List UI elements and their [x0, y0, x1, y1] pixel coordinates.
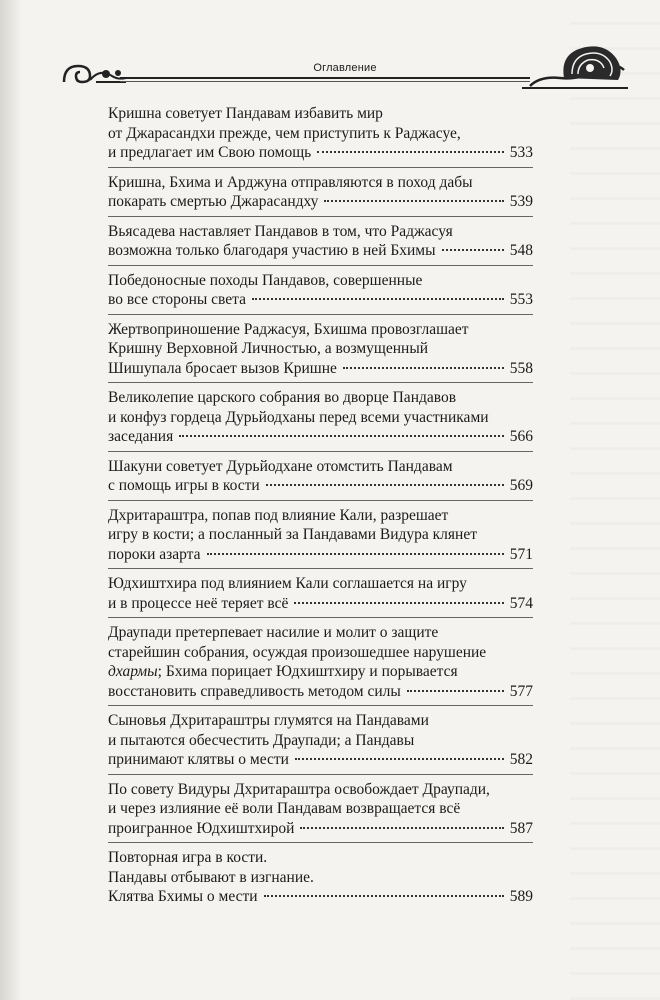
entry-last-line: [108, 545, 533, 565]
entry-last-line: [108, 476, 533, 496]
toc-entry[interactable]: [108, 705, 533, 774]
entry-line: Драупади претерпевает насилие и молит о защите: [108, 624, 439, 641]
leader-dots: [324, 200, 503, 202]
page-title: Оглавление: [305, 62, 384, 74]
entry-line: Великолепие царского собрания во дворце Пандавов: [108, 389, 457, 406]
leader-dots: [207, 553, 504, 555]
entry-line: Жертвоприношение Раджасуя, Бхишма провозглашает: [108, 320, 469, 338]
entry-line: Кришна советует Пандавам избавить мир: [108, 105, 383, 122]
leader-dots: [317, 151, 504, 153]
entry-line: и пытаются обесчестить Драупади; а Пандавы: [108, 731, 415, 749]
entry-line: заседания: [108, 428, 174, 445]
entry-last-line: [108, 359, 533, 379]
entry-last-line: [108, 427, 533, 447]
leader-dots: [343, 367, 504, 369]
entry-line: покарать смертью Джарасандху: [108, 193, 319, 210]
toc-entry[interactable]: [108, 314, 533, 383]
toc-entry[interactable]: [108, 98, 533, 167]
entry-line: Юдхиштхира под влиянием Кали соглашается на игру: [108, 575, 467, 592]
page-number: 566: [509, 428, 533, 445]
toc-entry[interactable]: [108, 500, 533, 569]
entry-last-line: [108, 594, 533, 614]
entry-line: старейшин собрания, осуждая произошедшее нарушение: [108, 643, 487, 661]
page-gutter-shadow: [0, 0, 22, 1000]
toc-entry[interactable]: [108, 617, 533, 705]
toc-entry[interactable]: [108, 451, 533, 500]
entry-line: возможна только благодаря участию в ней Бхимы: [108, 242, 436, 259]
table-of-contents: [108, 98, 533, 911]
page-number: 569: [509, 477, 533, 494]
entry-line: [108, 662, 533, 682]
entry-last-line: [108, 887, 533, 907]
italic-term: дхармы: [108, 663, 158, 680]
entry-line: пороки азарта: [108, 545, 201, 563]
entry-line: во все стороны света: [108, 291, 247, 308]
entry-line: и в процессе неё теряет всё: [108, 594, 289, 612]
leader-dots: [252, 298, 504, 300]
entry-line: проигранное Юдхиштхирой: [108, 819, 295, 837]
entry-line: игру в кости; а посланный за Пандавами Видура клянет: [108, 526, 477, 543]
entry-line-rest: ; Бхима порицает Юдхиштхиру и порывается: [157, 663, 458, 680]
entry-line: Дхритараштра, попав под влияние Кали, разрешает: [108, 506, 449, 524]
leader-dots: [442, 249, 504, 251]
page-number: 553: [509, 291, 533, 308]
entry-last-line: [108, 241, 533, 261]
entry-last-line: [108, 192, 533, 212]
leader-dots: [295, 758, 504, 760]
entry-line: Кришну Верховной Личностью, а возмущенный: [108, 340, 429, 357]
leader-dots: [264, 895, 504, 897]
entry-line: восстановить справедливость методом силы: [108, 682, 401, 700]
entry-line: Кришна, Бхима и Арджуна отправляются в поход дабы: [108, 173, 473, 191]
page-number: 582: [509, 751, 533, 768]
entry-last-line: [108, 143, 533, 163]
entry-line: Пандавы отбывают в изгнание.: [108, 868, 314, 886]
page-number: 558: [509, 359, 533, 377]
entry-line: и через излияние её воли Пандавам возвращается всё: [108, 800, 461, 817]
toc-entry[interactable]: [108, 842, 533, 911]
entry-line: Вьясадева наставляет Пандавов в том, что Раджасуя: [108, 222, 453, 240]
entry-line: и предлагает им Свою помощь: [108, 144, 312, 161]
page-number: 589: [509, 888, 533, 905]
toc-entry[interactable]: [108, 167, 533, 216]
leader-dots: [266, 484, 504, 486]
toc-entry[interactable]: [108, 265, 533, 314]
page-number: 533: [509, 144, 533, 161]
page-number: 548: [509, 242, 533, 259]
entry-line: Клятва Бхимы о мести: [108, 888, 258, 905]
toc-entry[interactable]: [108, 774, 533, 843]
toc-entry[interactable]: [108, 568, 533, 617]
page-number: 577: [509, 682, 533, 700]
left-ornament-icon: [60, 58, 130, 88]
entry-line: Шишупала бросает вызов Кришне: [108, 359, 337, 377]
page-header: [60, 40, 630, 95]
header-rule-thin: [120, 81, 530, 82]
page-number: 587: [509, 819, 533, 837]
leader-dots: [407, 690, 504, 692]
entry-line: Шакуни советует Дурьйодхане отомстить Пандавам: [108, 457, 453, 475]
entry-line: Сыновья Дхритараштры глумятся на Пандавами: [108, 712, 429, 729]
toc-entry[interactable]: [108, 216, 533, 265]
entry-last-line: [108, 682, 533, 702]
page-number: 574: [509, 594, 533, 612]
entry-last-line: [108, 290, 533, 310]
page-number: 571: [509, 545, 533, 563]
header-rule: [120, 77, 530, 79]
toc-entry[interactable]: [108, 382, 533, 451]
leader-dots: [179, 435, 504, 437]
entry-line: от Джарасандхи прежде, чем приступить к Раджасуе,: [108, 124, 461, 142]
bleed-through: [570, 0, 660, 1000]
entry-last-line: [108, 750, 533, 770]
entry-line: принимают клятвы о мести: [108, 751, 289, 768]
entry-last-line: [108, 819, 533, 839]
entry-line: Повторная игра в кости.: [108, 849, 268, 866]
leader-dots: [294, 602, 503, 604]
entry-line: с помощь игры в кости: [108, 477, 260, 494]
page-number: 539: [509, 193, 533, 210]
entry-line: Победоносные походы Пандавов, совершенные: [108, 271, 423, 289]
leader-dots: [300, 827, 503, 829]
peacock-ornament-icon: [520, 40, 630, 92]
entry-line: и конфуз гордеца Дурьйодханы перед всеми участниками: [108, 408, 489, 426]
entry-line: По совету Видуры Дхритараштра освобождает Драупади,: [108, 780, 490, 798]
